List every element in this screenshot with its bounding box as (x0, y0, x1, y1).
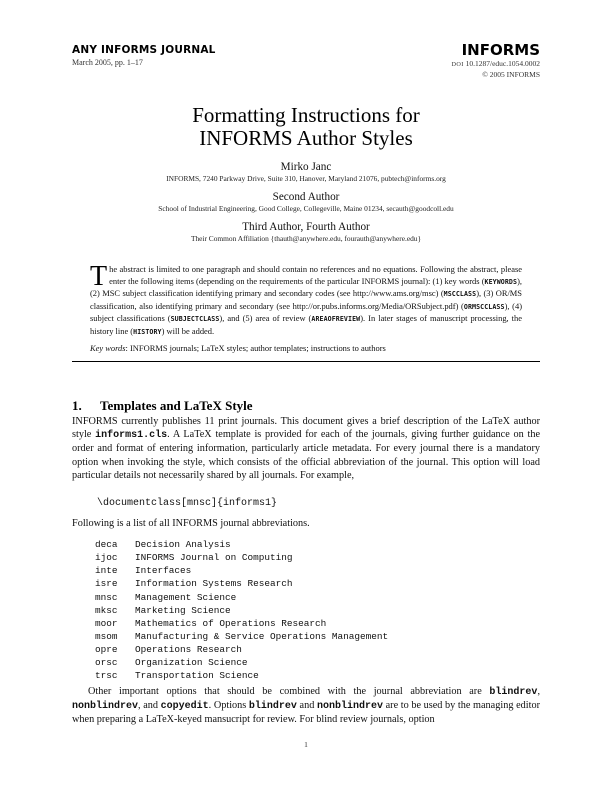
author-name: Second Author (272, 191, 340, 203)
list-item (95, 591, 388, 604)
journal-full-name: Operations Research (135, 644, 242, 656)
list-item (95, 604, 388, 617)
doi-line (452, 59, 540, 70)
journal-code: trsc (95, 670, 118, 682)
option-blindrev: blindrev (489, 687, 538, 698)
journal-full-name: Management Science (135, 591, 237, 603)
journal-code: moor (95, 617, 118, 629)
journal-code: isre (95, 578, 118, 590)
list-item (95, 538, 388, 551)
filename-informs1-cls: informs1.cls (95, 430, 168, 442)
keywords-line (90, 343, 522, 355)
option-nonblindrev: nonblindrev (72, 701, 139, 713)
section-heading (72, 398, 253, 413)
journal-full-name: Mathematics of Operations Research (135, 617, 327, 629)
list-item (95, 617, 388, 630)
journal-code: msom (95, 630, 118, 642)
journal-full-name: Decision Analysis (135, 539, 231, 550)
section-number: 1. (72, 398, 82, 413)
author-affiliation: INFORMS, 7240 Parkway Drive, Suite 310, Hanover, Maryland 21076, pubtech@informs.org (166, 174, 446, 183)
list-item (95, 630, 388, 643)
list-item (95, 656, 388, 669)
keywords-label: Key words (90, 343, 126, 353)
journal-full-name: Manufacturing & Service Operations Management (135, 630, 389, 642)
list-item (95, 564, 388, 577)
journal-abbreviation-list (95, 538, 388, 683)
tag-areaofreview: AREAOFREVIEW (311, 315, 361, 323)
title-line-2: INFORMS Author Styles (199, 126, 413, 150)
abstract (90, 261, 523, 355)
journal-code: mksc (95, 604, 118, 616)
running-header-right (452, 42, 540, 80)
journal-code: ijoc (95, 552, 118, 564)
journal-code: inte (95, 565, 118, 577)
copyright-line: © 2005 INFORMS (482, 70, 540, 79)
journal-full-name: Marketing Science (135, 604, 231, 616)
publisher-brand: INFORMS (461, 41, 540, 59)
body-paragraph-2: Other important options that should be combined with the journal abbreviation are blindrev, nonblindrev, and copyedit. Options blindrev and nonblindrev are to be used by the managing editor when preparing a LaTeX-keyed mansucript for review. For blind review journals, option (72, 686, 540, 726)
horizontal-rule (72, 361, 540, 362)
journal-code: deca (95, 539, 118, 550)
author-name: Mirko Janc (280, 161, 332, 173)
journal-full-name: INFORMS Journal on Computing (135, 552, 293, 564)
option-copyedit: copyedit (160, 701, 209, 713)
journal-name: ANY INFORMS JOURNAL (72, 44, 216, 56)
list-item (95, 669, 388, 682)
doi-label: DOI (451, 61, 464, 68)
journal-full-name: Organization Science (135, 657, 248, 669)
author-name: Third Author, Fourth Author (242, 221, 370, 233)
author-block-3 (72, 220, 540, 244)
author-block-2 (72, 190, 540, 214)
journal-full-name: Transportation Science (135, 670, 259, 682)
tag-history: HISTORY (133, 327, 162, 336)
body-paragraph-1: INFORMS currently publishes 11 print journals. This document gives a brief description of the LaTeX author style informs1.cls. A LaTeX template is provided for each of the journals, giving further guidance on the order and format of entering information, particularly article metadata. For every journal there is a mandatory option when invoking the style, which consists of the official abbreviation of the journal. This option will load particular details not necessarily shared by all journals. For example, (72, 416, 540, 481)
keywords-value: : INFORMS journals; LaTeX styles; author templates; instructions to authors (125, 343, 386, 353)
abstract-paragraph: The abstract is limited to one paragraph and should contain no references and no equations. Following the abstract, please enter the following items (depending on the requirements of the particular INFORMS journal): (1) key words (KEYWORDS), (2) MSC subject classification identifying primary and secondary codes (see http://www.ams.org/msc) (MSCCLASS), (3) OR/MS classification, also identifying primary and secondary (see http://or.pubs.informs.org/Media/ORSubject.pdf) (ORMSCCLASS), (4) subject classifications (SUBJECTCLASS), and (5) area of review (AREAOFREVIEW). In later stages of manuscript processing, the history line (HISTORY) will be added. (90, 261, 523, 336)
option-nonblindrev: nonblindrev (316, 701, 383, 713)
list-item (95, 577, 388, 590)
list-item (95, 643, 388, 656)
author-affiliation: Their Common Affiliation {thauth@anywhere.edu, fourauth@anywhere.edu} (190, 234, 422, 243)
tag-mscclass: MSCCLASS (443, 290, 477, 298)
author-affiliation: School of Industrial Engineering, Good College, Collegeville, Maine 01234, secauth@goodcoll.edu (158, 204, 454, 213)
page-number: 1 (304, 740, 308, 749)
author-block-1 (72, 160, 540, 184)
running-header-left (72, 44, 216, 68)
paper-title (72, 104, 540, 150)
tag-ormscclass: ORMSCCLASS (463, 302, 505, 311)
section-title: Templates and LaTeX Style (100, 398, 253, 413)
journal-full-name: Interfaces (135, 565, 192, 577)
list-item (95, 551, 388, 564)
option-blindrev: blindrev (248, 701, 297, 713)
journal-code: mnsc (95, 591, 118, 603)
dropcap: T (90, 261, 108, 292)
list-intro: Following is a list of all INFORMS journal abbreviations. (72, 518, 310, 529)
journal-code: opre (95, 644, 118, 656)
issue-line: March 2005, pp. 1–17 (72, 58, 143, 67)
tag-keywords: KEYWORDS (484, 277, 518, 286)
tag-subjectclass: SUBJECTCLASS (170, 315, 220, 323)
code-example: \documentclass[mnsc]{informs1} (97, 498, 278, 509)
title-line-1: Formatting Instructions for (192, 103, 420, 127)
doi-value: 10.1287/educ.1054.0002 (465, 59, 540, 68)
journal-code: orsc (95, 657, 118, 669)
journal-full-name: Information Systems Research (135, 578, 293, 590)
